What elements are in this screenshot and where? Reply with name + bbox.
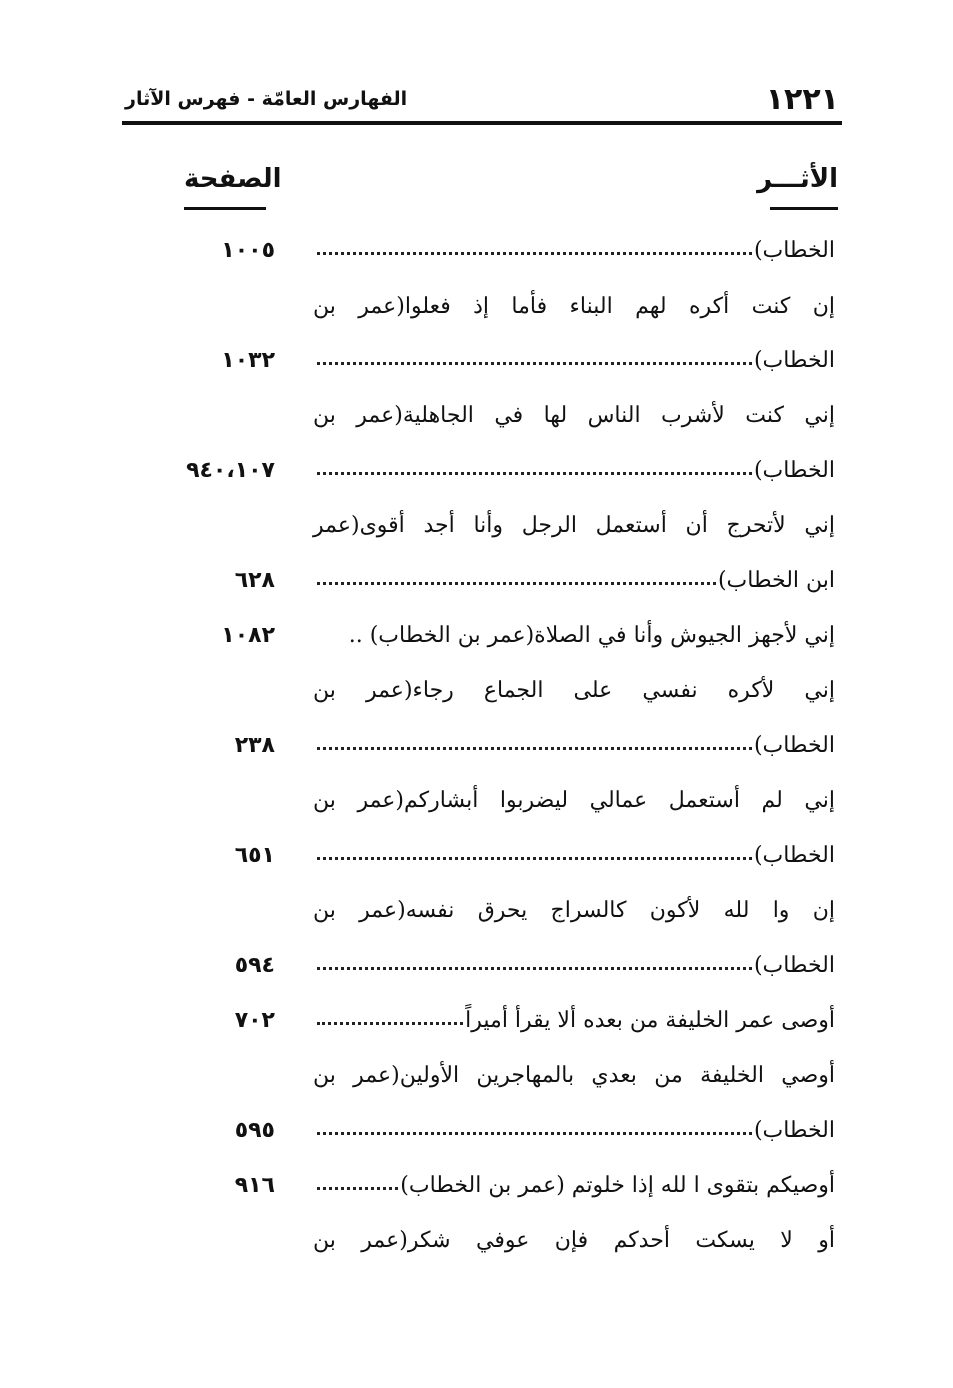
index-row bbox=[0, 788, 953, 828]
running-header bbox=[125, 84, 841, 124]
index-entry bbox=[313, 1118, 835, 1143]
index-page-number: ١٠٠٥ bbox=[221, 238, 275, 263]
index-entry-text: الخطاب) bbox=[753, 733, 835, 758]
index-row bbox=[0, 348, 953, 388]
index-entry: إني لأجهز الجيوش وأنا في الصلاة(عمر بن الخطاب) .. bbox=[348, 623, 835, 648]
index-entry-text: أوصى عمر الخليفة من بعده ألا يقرأ أميراً bbox=[465, 1008, 835, 1033]
column-heading-atsar-underline bbox=[770, 207, 838, 210]
index-page-number: ٥٩٥ bbox=[234, 1118, 275, 1143]
index-row bbox=[0, 1228, 953, 1268]
dot-leader bbox=[317, 472, 752, 475]
index-row bbox=[0, 403, 953, 443]
index-page-number: ٥٩٤ bbox=[234, 953, 275, 978]
index-entry bbox=[313, 238, 835, 263]
dot-leader bbox=[317, 1132, 752, 1135]
index-entry-text: الخطاب) bbox=[753, 1118, 835, 1143]
index-entry: إني لم أستعمل عمالي ليضربوا أبشاركم(عمر بن bbox=[313, 788, 835, 813]
index-row bbox=[0, 623, 953, 663]
index-entry bbox=[313, 843, 835, 868]
dot-leader bbox=[317, 362, 752, 365]
index-entry: إني كنت لأشرب الناس لها في الجاهلية(عمر بن bbox=[313, 403, 835, 428]
dot-leader bbox=[317, 1022, 463, 1025]
index-entry bbox=[313, 458, 835, 483]
index-row bbox=[0, 898, 953, 938]
index-entry-text: الخطاب) bbox=[753, 843, 835, 868]
index-row bbox=[0, 953, 953, 993]
index-entry-text: ابن الخطاب) bbox=[717, 568, 835, 593]
index-row bbox=[0, 678, 953, 718]
index-entry bbox=[313, 568, 835, 593]
index-entry bbox=[313, 1173, 835, 1198]
index-row bbox=[0, 238, 953, 278]
index-entry: إن كنت أكره لهم البناء فأما إذ فعلوا(عمر بن bbox=[313, 294, 835, 319]
dot-leader bbox=[317, 1187, 398, 1190]
index-row bbox=[0, 1063, 953, 1103]
index-entry: إني لأكره نفسي على الجماع رجاء(عمر بن bbox=[313, 678, 835, 703]
dot-leader bbox=[317, 582, 716, 585]
index-page-number: ١٠٨٢ bbox=[221, 623, 275, 648]
index-page-number: ٦٢٨ bbox=[234, 568, 275, 593]
index-page-number: ٧٠٢ bbox=[234, 1008, 275, 1033]
index-entry-text: الخطاب) bbox=[753, 238, 835, 263]
index-row bbox=[0, 1008, 953, 1048]
index-entry-text: أوصيكم بتقوى ا لله إذا خلوتم (عمر بن الخطاب) bbox=[400, 1173, 835, 1198]
index-row bbox=[0, 513, 953, 553]
dot-leader bbox=[317, 967, 752, 970]
index-entry-text: الخطاب) bbox=[753, 458, 835, 483]
index-entry bbox=[313, 953, 835, 978]
index-page-number: ١٠٣٢ bbox=[221, 348, 275, 373]
column-heading-atsar: الأثـــر bbox=[757, 164, 838, 194]
index-page-number: ٦٥١ bbox=[234, 843, 275, 868]
index-row bbox=[0, 1173, 953, 1213]
index-entry: أوصي الخليفة من بعدي بالمهاجرين الأولين(عمر بن bbox=[313, 1063, 835, 1088]
index-entry bbox=[313, 348, 835, 373]
index-row bbox=[0, 733, 953, 773]
index-entry: إن وا لله لأكون كالسراج يحرق نفسه(عمر بن bbox=[313, 898, 835, 923]
index-entry bbox=[313, 733, 835, 758]
header-page-number: ١٢٢١ bbox=[765, 82, 839, 117]
index-row bbox=[0, 1118, 953, 1158]
index-row bbox=[0, 843, 953, 883]
dot-leader bbox=[317, 857, 752, 860]
index-entry-text: الخطاب) bbox=[753, 953, 835, 978]
column-heading-page: الصفحة bbox=[184, 164, 282, 194]
header-title: الفهارس العامّة - فهرس الآثار bbox=[125, 88, 408, 110]
dot-leader bbox=[317, 747, 752, 750]
index-page-number: ٩١٦ bbox=[234, 1173, 275, 1198]
index-entry: أو لا يسكت أحدكم فإن عوفي شكر(عمر بن bbox=[313, 1228, 835, 1253]
dot-leader bbox=[317, 252, 752, 255]
index-page-number: ٢٣٨ bbox=[234, 733, 275, 758]
index-entry: إني لأتحرج أن أستعمل الرجل وأنا أجد أقوى(عمر bbox=[313, 513, 835, 538]
column-heading-page-underline bbox=[184, 207, 266, 210]
index-entry-text: الخطاب) bbox=[753, 348, 835, 373]
index-row bbox=[0, 294, 953, 334]
index-page-number: ٩٤٠،١٠٧ bbox=[186, 458, 275, 483]
index-row bbox=[0, 568, 953, 608]
header-rule bbox=[122, 121, 842, 125]
index-entry bbox=[313, 1008, 835, 1033]
index-row bbox=[0, 458, 953, 498]
